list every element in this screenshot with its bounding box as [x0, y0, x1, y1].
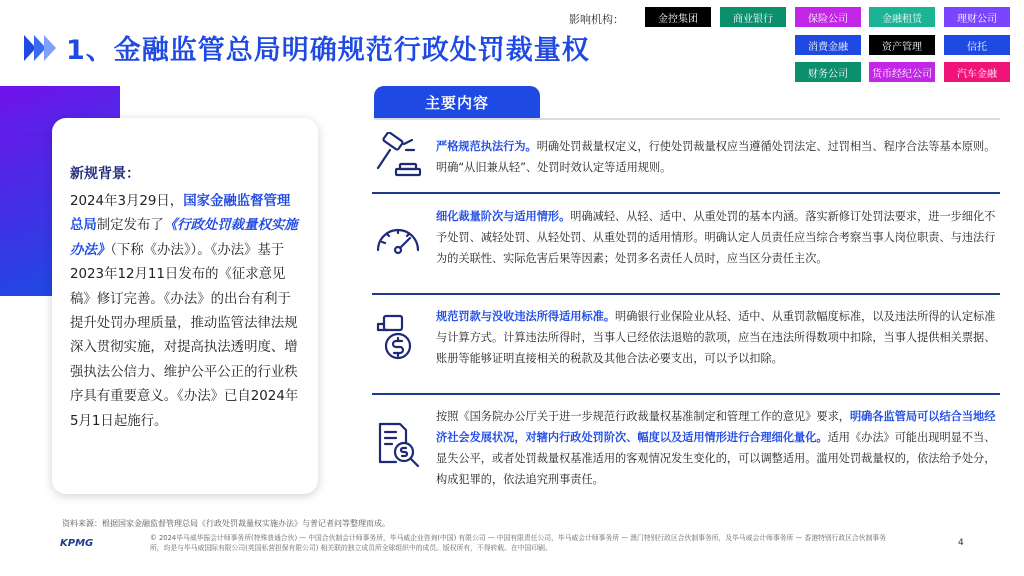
background-action: 制定发布了	[96, 218, 164, 234]
money-hand-icon	[374, 314, 422, 362]
background-date: 2024年3月29日，	[70, 194, 184, 209]
content-item-3-text	[436, 306, 996, 369]
content-item-2-text	[436, 206, 996, 269]
source-note: 资料来源：根据国家金融监督管理总局《行政处罚裁量权实施办法》与普记者问等整理而成。	[62, 519, 390, 528]
content-item-4-prefix: 按照《国务院办公厅关于进一步规范行政裁量权基准制定和管理工作的意见》要求，	[436, 410, 850, 423]
institution-tag: 金控集团	[645, 7, 711, 27]
content-item-2-body: 明确减轻、从轻、适中、从重处罚的基本内涵。落实新修订处罚法要求，进一步细化不予处罚、减轻处罚、从轻处罚、从重处罚的适用情形。明确认定人员责任应当综合考察当事人岗位职责、与违法行为的关联性、实际危害后果等因素；处罚多名责任人员时，应当区分责任主次。	[436, 210, 996, 265]
main-content-header: 主要内容	[374, 86, 540, 118]
page-title: 1、金融监管总局明确规范行政处罚裁量权	[66, 35, 590, 66]
content-item-4-body: 适用《办法》可能出现明显不当、显失公平，或者处罚裁量权基准适用的客观情况发生变化的，可以调整适用。滥用处罚裁量权的，依法给予处分，构成犯罪的，依法追究刑事责任。	[436, 431, 996, 486]
institution-tag: 信托	[944, 35, 1010, 55]
background-body: （下称《办法》）。《办法》基于2023年12月11日发布的《征求意见稿》修订完善。《办法》的出台有利于提升处罚办理质量，推动监管法律法规深入贯彻实施，对提高执法透明度、增强执法公信力、维护公平公正的行业秩序具有重要意义。《办法》已自2024年5月1日起施行。	[70, 242, 299, 429]
content-item-2-lead: 细化裁量阶次与适用情形。	[436, 210, 571, 223]
content-item-4-text	[436, 406, 996, 490]
institution-tag: 汽车金融	[944, 62, 1010, 82]
institution-tag: 消费金融	[795, 35, 861, 55]
content-item-3-body: 明确银行业保险业从轻、适中、从重罚款幅度标准，以及违法所得的认定标准与计算方式。计算违法所得时，当事人已经依法退赔的款项，应当在违法所得数项中扣除，当事人提供相关票据、账册等能够证明直接相关的税款及其他合法必要支出，可以予以扣除。	[436, 310, 996, 365]
content-item-1-body: 明确处罚裁量权定义，行使处罚裁量权应当遵循处罚法定、过罚相当、程序合法等基本原则。明确“从旧兼从轻”、处罚时效认定等适用规则。	[436, 140, 996, 174]
institution-tag: 保险公司	[795, 7, 861, 27]
institution-tag: 资产管理	[869, 35, 935, 55]
institution-tag: 理财公司	[944, 7, 1010, 27]
kpmg-logo: KPMG	[60, 538, 94, 549]
page-number: 4	[958, 538, 964, 548]
background-text	[70, 190, 302, 434]
divider	[372, 393, 1000, 395]
content-item-1-lead: 严格规范执法行为。	[436, 140, 537, 153]
document-search-icon	[374, 420, 422, 468]
divider	[374, 118, 1000, 120]
institution-tag: 财务公司	[795, 62, 861, 82]
gavel-icon	[374, 132, 422, 180]
institution-tag: 金融租赁	[869, 7, 935, 27]
background-heading: 新规背景：	[70, 166, 140, 182]
arrows-icon	[22, 33, 56, 63]
institutions-label: 影响机构：	[569, 13, 624, 26]
institution-tag: 商业银行	[720, 7, 786, 27]
content-item-3-lead: 规范罚款与没收违法所得适用标准。	[436, 310, 616, 323]
gauge-icon	[374, 216, 422, 264]
content-item-1-text	[436, 136, 996, 178]
divider	[372, 293, 1000, 295]
institution-tag: 货币经纪公司	[869, 62, 935, 82]
legal-footer: © 2024毕马威华振会计师事务所(特殊普通合伙) — 中国合伙制会计师事务所，毕马威企业咨询(中国) 有限公司 — 中国有限责任公司，毕马威会计师事务所 — 澳门特别行政区合伙制事务所，及毕马威会计师事务所 — 香港特别行政区合伙制事务所，均是与毕马威国际有限公司(英国私营担保有限公司) 相关联的独立成员所全球组织中的成员。版权所有，不得转载。在中国印刷。	[150, 534, 886, 552]
content-item-4-lead: 明确各监管局可以结合当地经济社会发展状况，对辖内行政处罚阶次、幅度以及适用情形进行合理细化量化。	[436, 410, 996, 444]
background-doc-name: 《行政处罚裁量权实施办法》	[70, 218, 298, 258]
divider	[372, 192, 1000, 194]
background-issuer: 国家金融监督管理总局	[70, 194, 291, 234]
title-bar	[22, 28, 590, 67]
